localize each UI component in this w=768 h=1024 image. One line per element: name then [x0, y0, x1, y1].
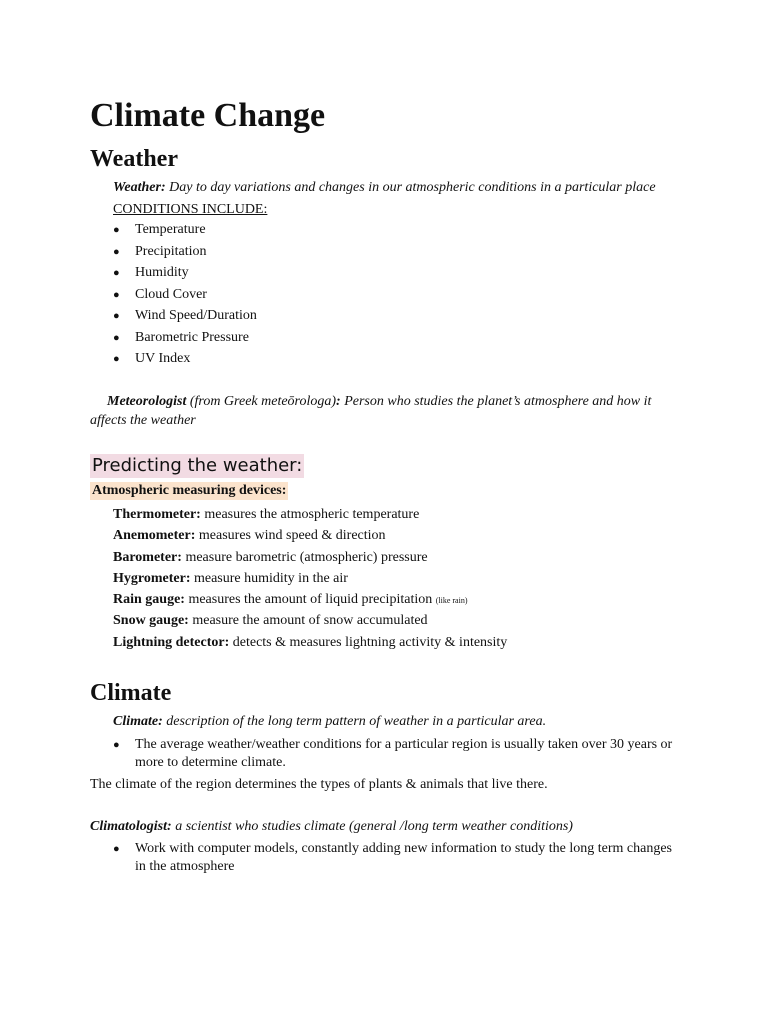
bullet-text: Work with computer models, constantly adding new information to study the long term changes	[135, 841, 672, 856]
conditions-label: CONDITIONS INCLUDE:	[113, 202, 268, 217]
condition-text: Barometric Pressure	[135, 329, 249, 345]
device-term: Snow gauge:	[113, 613, 189, 629]
list-item	[113, 221, 257, 243]
bullet-icon: ●	[113, 331, 120, 344]
condition-text: Wind Speed/Duration	[135, 308, 257, 323]
meteorologist-term: Meteorologist	[107, 394, 187, 409]
bullet-text-continued: in the atmosphere	[135, 859, 235, 874]
climatologist-definition	[90, 818, 573, 836]
condition-text: Temperature	[135, 222, 206, 237]
climate-definition	[113, 713, 546, 731]
bullet-icon: ●	[113, 739, 120, 751]
devices-label: Atmospheric measuring devices:	[92, 483, 287, 498]
devices-list	[113, 506, 507, 655]
weather-term: Weather:	[113, 180, 166, 195]
list-item	[113, 840, 672, 858]
device-note: (like rain)	[435, 596, 468, 606]
meteorologist-colon: :	[336, 394, 341, 409]
condition-text: Precipitation	[135, 243, 207, 259]
bullet-text: The average weather/weather conditions for a particular region is usually taken over 30 years or	[135, 737, 673, 752]
condition-text: UV Index	[135, 351, 191, 366]
bullet-icon: ●	[113, 353, 120, 365]
bullet-icon: ●	[113, 310, 120, 322]
list-item	[113, 570, 507, 591]
climate-bullet	[113, 736, 672, 772]
list-item	[113, 736, 672, 754]
climate-term: Climate:	[113, 714, 163, 729]
climate-definition-text: description of the long term pattern of weather in a particular area.	[162, 714, 547, 729]
device-term: Rain gauge:	[113, 592, 185, 608]
device-desc: measure the amount of snow accumulated	[188, 613, 428, 629]
device-desc: measures the atmospheric temperature	[200, 507, 420, 522]
device-term: Thermometer:	[113, 507, 201, 522]
device-term: Hygrometer:	[113, 570, 191, 586]
weather-definition	[113, 179, 656, 197]
climatologist-text: a scientist who studies climate (general /long term weather conditions)	[171, 819, 573, 834]
list-item	[113, 350, 257, 372]
device-term: Barometer:	[113, 549, 182, 565]
bullet-icon: ●	[113, 245, 120, 258]
device-desc: measures wind speed & direction	[195, 528, 386, 544]
device-desc: detects & measures lightning activity & intensity	[229, 634, 508, 650]
meteorologist-text-continued: affects the weather	[90, 413, 196, 428]
list-item	[113, 634, 507, 655]
list-item	[113, 286, 257, 308]
climate-heading: Climate	[90, 680, 172, 706]
list-item	[113, 612, 507, 633]
meteorologist-text: Person who studies the planet’s atmosphere and how it	[340, 394, 652, 409]
page-title: Climate Change	[90, 97, 326, 134]
weather-definition-text: Day to day variations and changes in our atmospheric conditions in a particular place	[165, 180, 656, 195]
climatologist-term: Climatologist:	[90, 819, 172, 834]
device-desc: measures the amount of liquid precipitation	[184, 592, 436, 608]
bullet-icon: ●	[113, 267, 120, 279]
meteorologist-definition	[107, 393, 651, 411]
device-term: Anemometer:	[113, 528, 196, 544]
climatologist-bullet	[113, 840, 672, 876]
condition-text: Humidity	[135, 265, 189, 280]
meteorologist-origin: (from Greek meteōrologa)	[186, 394, 337, 409]
conditions-list	[113, 221, 257, 372]
list-item	[113, 591, 507, 612]
list-item	[113, 264, 257, 286]
list-item	[113, 506, 507, 527]
list-item	[113, 329, 257, 351]
climate-region-text: The climate of the region determines the types of plants & animals that live there.	[90, 777, 548, 792]
list-item	[113, 307, 257, 329]
list-item	[113, 549, 507, 570]
bullet-text-continued: more to determine climate.	[135, 755, 286, 770]
condition-text: Cloud Cover	[135, 286, 207, 302]
bullet-icon: ●	[113, 224, 120, 236]
bullet-icon: ●	[113, 843, 120, 855]
device-desc: measure barometric (atmospheric) pressure	[181, 549, 428, 565]
bullet-icon: ●	[113, 288, 120, 301]
weather-heading: Weather	[90, 146, 178, 172]
device-term: Lightning detector:	[113, 634, 230, 650]
device-desc: measure humidity in the air	[190, 570, 348, 586]
list-item	[113, 527, 507, 548]
list-item	[113, 243, 257, 265]
predicting-heading: Predicting the weather:	[92, 455, 303, 476]
